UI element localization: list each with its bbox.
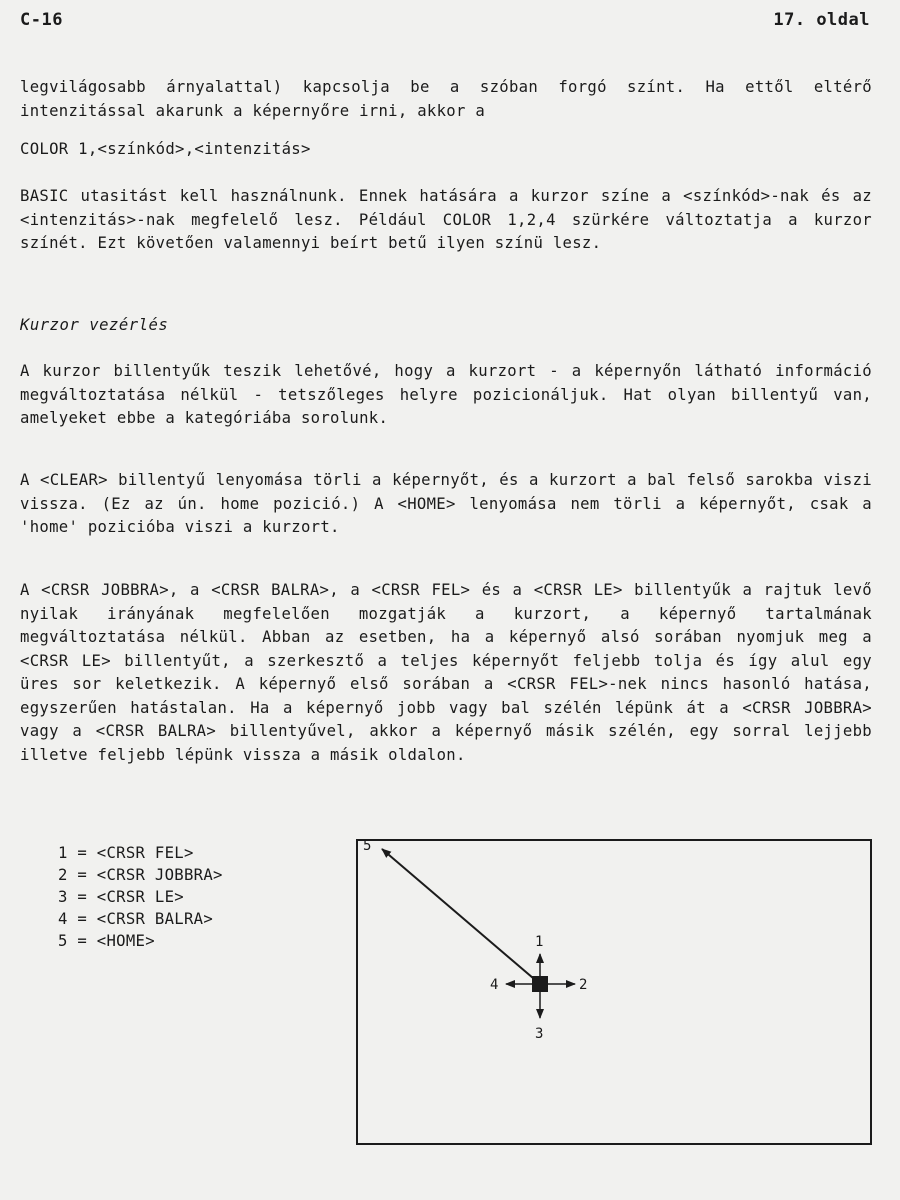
legend-item: 5 = <HOME> (58, 932, 155, 950)
screen-frame (357, 840, 871, 1144)
section-heading: Kurzor vezérlés (20, 316, 169, 334)
page-number: 17. oldal (773, 10, 870, 30)
label-down: 3 (535, 1026, 544, 1042)
paragraph-color-syntax: COLOR 1,<színkód>,<intenzitás> (20, 140, 311, 158)
home-arrow (382, 849, 540, 984)
key-legend (58, 842, 223, 952)
label-up: 1 (535, 934, 544, 950)
label-home: 5 (363, 838, 372, 854)
cursor-direction-diagram (355, 838, 875, 1150)
legend-item: 4 = <CRSR BALRA> (58, 910, 214, 928)
paragraph-clear-home: A <CLEAR> billentyű lenyomása törli a képernyőt, és a kurzort a bal felső sarokba viszi vissza. (Ez az ún. home pozició.) A <HOME> lenyomása nem törli a képernyőt, csak a 'home' pozicióba viszi a kurzort. (20, 471, 872, 536)
legend-item: 1 = <CRSR FEL> (58, 844, 194, 862)
paragraph-intensity-intro: legvilágosabb árnyalattal) kapcsolja be a szóban forgó színt. Ha ettől eltérő intenzitással akarunk a képernyőre irni, akkor a (20, 78, 872, 120)
legend-item: 3 = <CRSR LE> (58, 888, 184, 906)
legend-item: 2 = <CRSR JOBBRA> (58, 866, 223, 884)
label-right: 2 (579, 977, 588, 993)
section-code: C-16 (20, 10, 63, 30)
cursor-block (532, 976, 548, 992)
label-left: 4 (490, 977, 499, 993)
paragraph-color-example: BASIC utasitást kell használnunk. Ennek hatására a kurzor színe a <színkód>-nak és az <intenzitás>-nak megfelelő lesz. Például COLOR 1,2,4 szürkére változtatja a kurzor színét. Ezt követően valamennyi beírt betű ilyen színü lesz. (20, 187, 872, 252)
paragraph-crsr-movement: A <CRSR JOBBRA>, a <CRSR BALRA>, a <CRSR FEL> és a <CRSR LE> billentyűk a rajtuk levő nyilak irányának megfelelően mozgatják a kurzort, a képernyő tartalmának megváltoztatása nélkül. Abban az esetben, ha a képernyő alsó sorában nyomjuk meg a <CRSR LE> billentyűt, a szerkesztő a teljes képernyőt feljebb tolja és így alul egy üres sor keletkezik. A képernyő első sorában a <CRSR FEL>-nek nincs hasonló hatása, egyszerűen hatástalan. Ha a képernyő jobb vagy bal szélén lépünk át a <CRSR JOBBRA> vagy a <CRSR BALRA> billentyűvel, akkor a képernyő másik szélén, egy sorral lejjebb illetve feljebb lépünk vissza a másik oldalon. (20, 581, 872, 764)
paragraph-cursor-keys: A kurzor billentyűk teszik lehetővé, hogy a kurzort - a képernyőn látható információ megváltoztatása nélkül - tetszőleges helyre pozicionáljuk. Hat olyan billentyű van, amelyeket ebbe a kategóriába sorolunk. (20, 362, 872, 427)
